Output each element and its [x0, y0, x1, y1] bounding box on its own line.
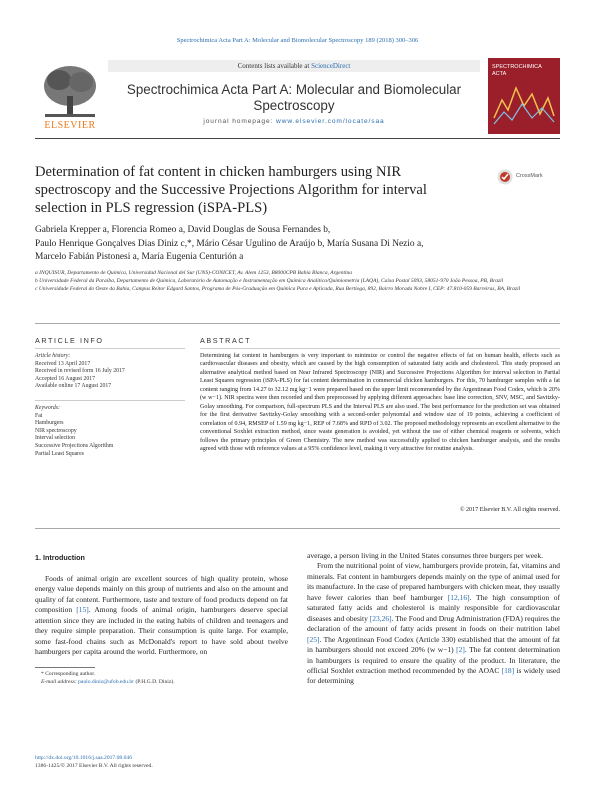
elsevier-logo: [35, 58, 105, 134]
crossmark-label: CrossMark: [516, 173, 543, 179]
paragraph-text: Foods of animal origin are excellent sources of high quality protein, whose energy value depends mainly on this group of nutrients and also on the amount and quality of fat content. Furthermore, taste and texture of food products depend on fat composition: [35, 574, 288, 615]
history-divider: [35, 400, 185, 401]
email-line: [35, 678, 288, 686]
paragraph-text: . The Food and Drug Administration (FDA) requires the declaration of the amount of fatty acids present in foods on their nutrition label: [307, 613, 560, 634]
journal-cover: [488, 58, 560, 134]
history-label: Article history:: [35, 353, 71, 359]
header-divider: [35, 138, 560, 139]
journal-reference[interactable]: Spectrochimica Acta Part A: Molecular and Biomolecular Spectroscopy 189 (2018) 300–306: [176, 37, 419, 44]
issn-line: 1386-1425/© 2017 Elsevier B.V. All rights reserved.: [35, 763, 153, 769]
history-received: Received 13 April 2017: [35, 360, 91, 367]
info-divider: [35, 348, 185, 349]
introduction-heading: 1. Introduction: [35, 553, 85, 562]
keyword: Hamburgers: [35, 420, 64, 427]
abstract-divider: [200, 348, 560, 349]
citation-link[interactable]: [15]: [76, 605, 89, 615]
section-divider: [35, 323, 560, 324]
article-info-heading: ARTICLE INFO: [35, 336, 104, 345]
affiliation-b: b Universidade Federal da Paraíba, Departamento de Química, Laboratório de Automação e Instrumentação em Química Analítica/Quimiometria (LAQA), Caixa Postal 5093, 58051-970 João Pessoa, PB, Brazil: [35, 278, 504, 284]
doi-link[interactable]: http://dx.doi.org/10.1016/j.saa.2017.08.046: [35, 755, 133, 761]
footnote-divider: [35, 667, 95, 668]
history-accepted: Accepted 16 August 2017: [35, 375, 96, 382]
cover-spectrum-icon: [488, 58, 560, 134]
affiliation-c: c Universidade Federal do Oeste da Bahia, Campus Reitor Edgard Santos, Programa de Pós-Graduação em Química Pura e Aplicada, Rua Bertioga, 892, Bairro Morada Nobre I, CEP: 47.810-059 Barreiras, BA, Brazil: [35, 286, 521, 292]
author-list: [35, 224, 560, 265]
body-column-right: [307, 551, 560, 687]
keyword: NIR spectroscopy: [35, 427, 77, 434]
email-label: E-mail address:: [41, 679, 79, 685]
homepage-link[interactable]: www.elsevier.com/locate/saa: [276, 118, 385, 125]
abstract-text: Determining fat content in hamburgers is very important to minimize or control the negative effects of fat on human health, effects such as cardiovascular diseases and obesity, which are caused by the high consumption of saturated fatty acids and cholesterol. This study proposed an alternative analytical method based on Near Infrared Spectroscopy (NIR) and Successive Projections Algorithm for interval selection in Partial Least Squares regression (iSPA-PLS) for fat content determination in commercial chicken hamburgers. For this, 70 hamburger samples with a fat content ranging from 14.27 to 32.12 mg kg−1 were prepared based on the upper limit recommended by the Argentinean Food Codex, which is 20% (w w−1). NIR spectra were then recorded and then preprocessed by applying different approaches: base line correction, SNV, MSC, and Savitzky-Golay smoothing. For comparison, full-spectrum PLS and the Interval PLS are also used. The best performance for the prediction set was obtained for the first derivative Savitzky-Golay smoothing with a second-order polynomial and window size of 19 points, achieving a coefficient of correlation of 0.94, RMSEP of 1.59 mg kg−1, REP of 7.68% and RPD of 3.02. The proposed methodology represents an excellent alternative to the conventional Soxhlet extraction method, since waste generation is avoided, yet without the use of either chemical reagents or solvents, which follows the primary principles of Green Chemistry. The new method was successfully applied to chicken hamburger analysis, and the results agreed with those with reference values at a 95% confidence level, making it very attractive for routine analysis.: [200, 353, 560, 452]
paragraph-text: is widely used for determining: [307, 665, 560, 686]
abstract-copyright: © 2017 Elsevier B.V. All rights reserved.: [459, 507, 560, 513]
history-revised: Received in revised form 16 July 2017: [35, 368, 125, 375]
paragraph-text: average, a person living in the United States consumes three burgers per week.: [307, 551, 544, 560]
crossmark-badge[interactable]: [497, 168, 557, 186]
publisher-name: ELSEVIER: [44, 120, 96, 131]
contents-available: [108, 60, 480, 72]
crossmark-icon: [497, 169, 513, 185]
affiliation-a: a INQUISUR, Departamento de Química, Universidad Nacional del Sur (UNS)-CONICET, Av. Alem 1253, B8000CPB Bahía Blanca, Argentina: [35, 270, 353, 276]
footnote: [35, 670, 288, 686]
paragraph-text: From the nutritional point of view, hamburgers provide protein, fat, vitamins and minerals. Fat content in hamburgers depends mainly on the type of animal used for its manufacture. In the case of prepared hamburgers with chicken meat, they usually have fewer calories than beef hamburger: [307, 561, 560, 602]
authors-line: Gabriela Krepper a, Florencia Romeo a, David Douglas de Sousa Fernandes b,: [35, 225, 331, 235]
citation-link[interactable]: [2]: [456, 645, 465, 655]
authors-line: Paulo Henrique Gonçalves Dias Diniz c,*, Mário César Ugulino de Araújo b, María Susana Di Nezio a,: [35, 238, 424, 249]
email-suffix: (P.H.G.D. Diniz).: [134, 679, 175, 685]
sciencedirect-link[interactable]: ScienceDirect: [311, 62, 351, 70]
homepage-prefix: journal homepage:: [203, 118, 277, 125]
history-online: Available online 17 August 2017: [35, 383, 112, 390]
affiliations: [35, 269, 560, 293]
email-link[interactable]: paulo.diniz@ufob.edu.br: [78, 679, 135, 685]
paragraph-text: . The Argentinean Food Codex (Article 330) established that the amount of fat in hamburgers should not exceed 20% (w w−1): [307, 634, 560, 655]
keywords: [35, 405, 185, 458]
keyword: Successive Projections Algorithm: [35, 442, 114, 449]
abstract-heading: ABSTRACT: [200, 336, 252, 345]
keyword: Interval selection: [35, 435, 76, 442]
keywords-label: Keywords:: [35, 405, 60, 411]
citation-link[interactable]: [18]: [501, 665, 515, 675]
paragraph-text: . The fat content determination in hamburgers is required to ensure the quality of the product. In literature, the official Soxhlet extraction method recommended by the AOAC: [307, 645, 560, 675]
body-column-left: [35, 574, 288, 658]
keyword: Partial Least Squares: [35, 450, 84, 457]
contents-prefix: Contents lists available at: [237, 62, 312, 70]
journal-homepage: [108, 118, 480, 125]
journal-title: Spectrochimica Acta Part A: Molecular and Biomolecular Spectroscopy: [126, 82, 462, 113]
corresponding-author: * Corresponding author.: [41, 671, 96, 677]
citation-link[interactable]: [12,16]: [447, 592, 470, 602]
cover-title: SPECTROCHIMICA ACTA: [492, 64, 542, 77]
paragraph-text: . Among foods of animal origin, hamburgers deserve special attention since they are included in the eating habits of children and teenagers and they require simple preparation. Their consumption is quite large. For example, some fast-food chains such as McDonald's report to have sold about twelve hamburgers per capita around the world. Furthermore, on: [35, 605, 288, 657]
authors-line: Marcelo Fabián Pistonesi a, María Eugenia Centurión a: [35, 252, 244, 263]
citation-link[interactable]: [25]: [307, 634, 320, 644]
body-divider: [35, 528, 560, 529]
keyword: Fat: [35, 412, 43, 419]
citation-link[interactable]: [23,26]: [369, 613, 392, 623]
article-history: [35, 353, 185, 391]
page-footer: [35, 754, 288, 770]
article-title: Determination of fat content in chicken hamburgers using NIR spectroscopy and the Successive Projections Algorithm for interval selection in PLS regression (iSPA-PLS): [35, 164, 427, 216]
paragraph: [307, 561, 560, 686]
paragraph-text: . The high consumption of saturated fatty acids and cholesterol is mainly responsible for cardiovascular diseases and obesity: [307, 592, 561, 623]
